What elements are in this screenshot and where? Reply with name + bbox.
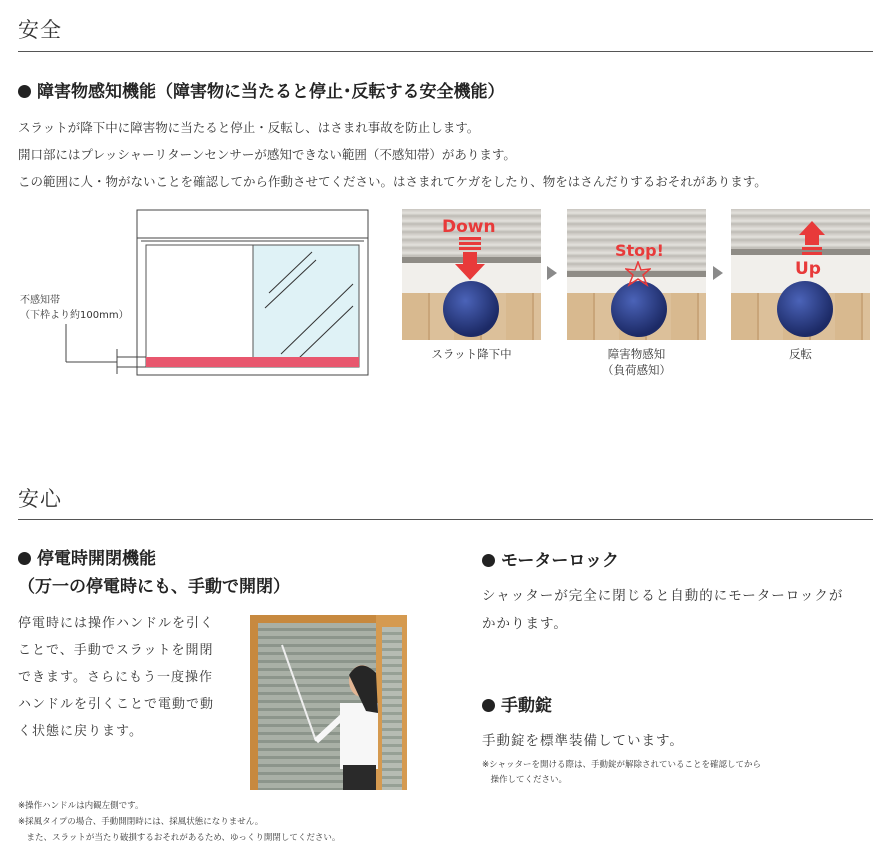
insensitive-zone xyxy=(146,357,359,367)
obstacle-detection-line-2: 開口部にはプレッシャーリターンセンサーが感知できない範囲（不感知帯）があります。 xyxy=(18,147,516,162)
step-photo-stop xyxy=(567,209,706,340)
power-outage-line-5: く状態に戻ります。 xyxy=(18,724,143,739)
impact-star-icon xyxy=(625,261,651,287)
bullet-icon xyxy=(18,552,31,565)
chevron-right-icon xyxy=(547,266,557,280)
insensitive-zone-label: 不感知帯 （下枠より約100mm） xyxy=(20,295,129,321)
power-outage-line-1: 停電時には操作ハンドルを引く xyxy=(18,616,215,631)
chevron-right-icon xyxy=(713,266,723,280)
step-caption-down: スラット降下中 xyxy=(431,347,512,361)
manual-lock-note-1: ※シャッターを開ける際は、手動錠が解除されていることを確認してから xyxy=(482,760,761,770)
operator-figure xyxy=(250,615,407,790)
step-caption-up: 反転 xyxy=(789,347,812,361)
arrow-up-icon xyxy=(799,221,825,257)
bullet-icon xyxy=(482,554,495,567)
ball-icon xyxy=(777,281,833,337)
arrow-down-icon xyxy=(455,237,485,281)
manual-operation-photo xyxy=(250,615,407,790)
section-title-security: 安心 xyxy=(18,487,62,511)
motor-lock-heading: モーターロック xyxy=(482,546,619,571)
section-divider xyxy=(18,51,873,52)
step-photo-up xyxy=(731,209,870,340)
bullet-icon xyxy=(482,699,495,712)
down-badge: Down xyxy=(442,217,496,237)
up-badge: Up xyxy=(795,259,821,279)
power-outage-note-3: また、スラットが当たり破損するおそれがあるため、ゆっくり開閉してください。 xyxy=(18,833,341,843)
obstacle-detection-heading: 障害物感知機能（障害物に当たると停止･反転する安全機能） xyxy=(18,77,505,102)
power-outage-heading: 停電時開閉機能 xyxy=(18,544,156,569)
section-title-safety: 安全 xyxy=(18,18,62,42)
manual-lock-note-2: 操作してください。 xyxy=(482,775,568,785)
stop-badge: Stop! xyxy=(615,241,664,260)
power-outage-line-4: ハンドルを引くことで電動で動 xyxy=(18,697,215,712)
power-outage-subheading: （万一の停電時にも、手動で開閉） xyxy=(18,577,290,597)
motor-lock-line-2: かかります。 xyxy=(482,616,568,632)
power-outage-note-1: ※操作ハンドルは内観左側です。 xyxy=(18,801,144,811)
bullet-icon xyxy=(18,85,31,98)
power-outage-line-3: できます。さらにもう一度操作 xyxy=(18,670,213,685)
step-photo-down xyxy=(402,209,541,340)
obstacle-detection-line-3: この範囲に人・物がないことを確認してから作動させてください。はさまれてケガをしたり、物をはさんだりするおそれがあります。 xyxy=(18,174,767,189)
manual-lock-line-1: 手動錠を標準装備しています。 xyxy=(482,733,684,749)
ball-icon xyxy=(611,281,667,337)
power-outage-line-2: ことで、手動でスラットを開閉 xyxy=(18,643,214,658)
power-outage-note-2: ※採風タイプの場合、手動開閉時には、採風状態になりません。 xyxy=(18,817,264,827)
ball-icon xyxy=(443,281,499,337)
obstacle-detection-line-1: スラットが降下中に障害物に当たると停止・反転し、はさまれ事故を防止します。 xyxy=(18,120,480,135)
section-divider xyxy=(18,519,873,520)
motor-lock-line-1: シャッターが完全に閉じると自動的にモーターロックが xyxy=(482,588,844,604)
manual-lock-heading: 手動錠 xyxy=(482,691,552,716)
step-caption-stop: 障害物感知 （負荷感知） xyxy=(602,347,671,377)
